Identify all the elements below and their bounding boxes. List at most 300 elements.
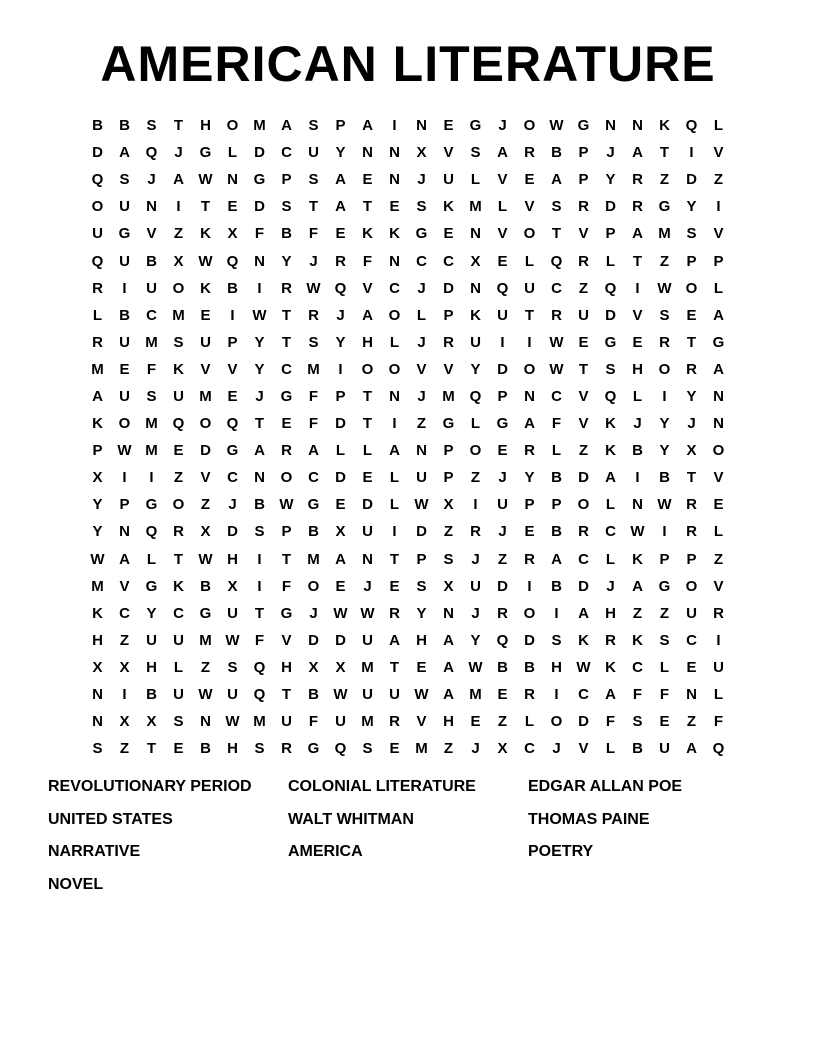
- grid-cell[interactable]: S: [659, 631, 670, 649]
- grid-cell[interactable]: I: [554, 604, 559, 622]
- grid-cell[interactable]: G: [442, 415, 455, 433]
- grid-cell[interactable]: A: [686, 740, 697, 758]
- grid-cell[interactable]: Y: [335, 144, 346, 162]
- grid-cell[interactable]: W: [360, 604, 375, 622]
- grid-cell[interactable]: O: [685, 577, 698, 595]
- grid-cell[interactable]: H: [443, 713, 454, 731]
- grid-cell[interactable]: X: [497, 740, 508, 758]
- grid-cell[interactable]: Y: [254, 333, 265, 351]
- grid-cell[interactable]: R: [443, 333, 454, 351]
- grid-cell[interactable]: P: [686, 550, 697, 568]
- grid-cell[interactable]: R: [92, 279, 103, 297]
- grid-cell[interactable]: Q: [604, 279, 617, 297]
- grid-cell[interactable]: I: [392, 523, 397, 541]
- grid-cell[interactable]: P: [416, 550, 427, 568]
- grid-cell[interactable]: S: [92, 740, 103, 758]
- grid-cell[interactable]: U: [119, 252, 130, 270]
- grid-cell[interactable]: Y: [470, 631, 481, 649]
- grid-cell[interactable]: W: [117, 442, 132, 460]
- grid-cell[interactable]: Z: [497, 713, 508, 731]
- grid-cell[interactable]: S: [659, 306, 670, 324]
- grid-cell[interactable]: F: [308, 713, 319, 731]
- grid-cell[interactable]: X: [92, 469, 103, 487]
- grid-cell[interactable]: C: [308, 469, 319, 487]
- grid-cell[interactable]: P: [578, 171, 589, 189]
- grid-cell[interactable]: U: [227, 686, 238, 704]
- grid-cell[interactable]: O: [523, 604, 536, 622]
- grid-cell[interactable]: M: [145, 442, 158, 460]
- grid-cell[interactable]: H: [146, 658, 157, 676]
- grid-cell[interactable]: W: [306, 279, 321, 297]
- grid-cell[interactable]: E: [173, 442, 184, 460]
- grid-cell[interactable]: R: [551, 306, 562, 324]
- grid-cell[interactable]: L: [389, 496, 400, 514]
- grid-cell[interactable]: A: [713, 360, 724, 378]
- grid-cell[interactable]: D: [308, 631, 319, 649]
- grid-cell[interactable]: T: [551, 225, 562, 243]
- grid-cell[interactable]: T: [254, 415, 265, 433]
- grid-cell[interactable]: S: [119, 171, 130, 189]
- grid-cell[interactable]: F: [362, 252, 373, 270]
- grid-cell[interactable]: Q: [145, 144, 158, 162]
- grid-cell[interactable]: P: [443, 442, 454, 460]
- grid-cell[interactable]: E: [200, 306, 211, 324]
- grid-cell[interactable]: O: [469, 442, 482, 460]
- grid-cell[interactable]: H: [92, 631, 103, 649]
- grid-cell[interactable]: E: [470, 713, 481, 731]
- grid-cell[interactable]: O: [388, 306, 401, 324]
- grid-cell[interactable]: G: [712, 333, 725, 351]
- grid-cell[interactable]: R: [335, 252, 346, 270]
- grid-cell[interactable]: T: [362, 198, 373, 216]
- grid-cell[interactable]: O: [523, 225, 536, 243]
- grid-cell[interactable]: C: [578, 686, 589, 704]
- grid-cell[interactable]: I: [662, 523, 667, 541]
- grid-cell[interactable]: F: [308, 225, 319, 243]
- grid-cell[interactable]: N: [632, 496, 643, 514]
- grid-cell[interactable]: B: [308, 686, 319, 704]
- grid-cell[interactable]: N: [389, 387, 400, 405]
- grid-cell[interactable]: A: [551, 171, 562, 189]
- grid-cell[interactable]: U: [227, 604, 238, 622]
- grid-cell[interactable]: W: [279, 496, 294, 514]
- grid-cell[interactable]: Z: [119, 740, 130, 758]
- grid-cell[interactable]: F: [605, 713, 616, 731]
- grid-cell[interactable]: L: [389, 333, 400, 351]
- grid-cell[interactable]: G: [415, 225, 428, 243]
- grid-cell[interactable]: X: [416, 144, 427, 162]
- grid-cell[interactable]: Z: [173, 225, 184, 243]
- grid-cell[interactable]: I: [257, 550, 262, 568]
- grid-cell[interactable]: W: [414, 686, 429, 704]
- grid-cell[interactable]: P: [578, 144, 589, 162]
- grid-cell[interactable]: X: [146, 713, 157, 731]
- grid-cell[interactable]: E: [524, 171, 535, 189]
- grid-cell[interactable]: A: [389, 631, 400, 649]
- grid-cell[interactable]: T: [146, 740, 157, 758]
- grid-cell[interactable]: V: [713, 577, 724, 595]
- grid-cell[interactable]: P: [605, 225, 616, 243]
- grid-cell[interactable]: L: [551, 442, 562, 460]
- grid-cell[interactable]: J: [174, 144, 183, 162]
- grid-cell[interactable]: L: [470, 415, 481, 433]
- grid-cell[interactable]: Z: [713, 171, 724, 189]
- grid-cell[interactable]: W: [549, 117, 564, 135]
- grid-cell[interactable]: P: [659, 550, 670, 568]
- grid-cell[interactable]: N: [470, 279, 481, 297]
- grid-cell[interactable]: E: [389, 740, 400, 758]
- grid-cell[interactable]: R: [686, 496, 697, 514]
- grid-cell[interactable]: X: [443, 577, 454, 595]
- grid-cell[interactable]: E: [335, 577, 346, 595]
- grid-cell[interactable]: U: [389, 686, 400, 704]
- grid-cell[interactable]: I: [635, 279, 640, 297]
- grid-cell[interactable]: L: [524, 713, 535, 731]
- grid-cell[interactable]: A: [632, 577, 643, 595]
- grid-cell[interactable]: V: [416, 713, 427, 731]
- grid-cell[interactable]: L: [605, 740, 616, 758]
- grid-cell[interactable]: V: [443, 360, 454, 378]
- grid-cell[interactable]: A: [173, 171, 184, 189]
- grid-cell[interactable]: J: [336, 306, 345, 324]
- grid-cell[interactable]: D: [605, 198, 616, 216]
- grid-cell[interactable]: N: [200, 713, 211, 731]
- grid-cell[interactable]: W: [414, 496, 429, 514]
- grid-cell[interactable]: L: [713, 117, 724, 135]
- grid-cell[interactable]: S: [254, 523, 265, 541]
- grid-cell[interactable]: E: [443, 225, 454, 243]
- grid-cell[interactable]: O: [712, 442, 725, 460]
- grid-cell[interactable]: S: [227, 658, 238, 676]
- grid-cell[interactable]: I: [149, 469, 154, 487]
- grid-cell[interactable]: T: [254, 604, 265, 622]
- grid-cell[interactable]: D: [578, 469, 589, 487]
- grid-cell[interactable]: K: [443, 198, 454, 216]
- grid-cell[interactable]: L: [605, 252, 616, 270]
- grid-cell[interactable]: W: [468, 658, 483, 676]
- grid-cell[interactable]: O: [172, 496, 185, 514]
- grid-cell[interactable]: R: [578, 198, 589, 216]
- grid-cell[interactable]: O: [550, 713, 563, 731]
- grid-cell[interactable]: O: [577, 496, 590, 514]
- grid-cell[interactable]: L: [362, 442, 373, 460]
- grid-cell[interactable]: N: [632, 117, 643, 135]
- grid-cell[interactable]: K: [578, 631, 589, 649]
- grid-cell[interactable]: G: [307, 496, 320, 514]
- grid-cell[interactable]: C: [551, 387, 562, 405]
- grid-cell[interactable]: U: [146, 279, 157, 297]
- grid-cell[interactable]: R: [578, 523, 589, 541]
- grid-cell[interactable]: R: [389, 713, 400, 731]
- grid-cell[interactable]: I: [527, 577, 532, 595]
- grid-cell[interactable]: R: [281, 279, 292, 297]
- grid-cell[interactable]: R: [281, 442, 292, 460]
- grid-cell[interactable]: A: [605, 686, 616, 704]
- grid-cell[interactable]: R: [605, 631, 616, 649]
- grid-cell[interactable]: B: [146, 686, 157, 704]
- grid-cell[interactable]: W: [657, 496, 672, 514]
- grid-cell[interactable]: X: [335, 658, 346, 676]
- grid-cell[interactable]: N: [227, 171, 238, 189]
- grid-cell[interactable]: W: [576, 658, 591, 676]
- grid-cell[interactable]: H: [605, 604, 616, 622]
- grid-cell[interactable]: U: [470, 577, 481, 595]
- grid-cell[interactable]: Z: [632, 604, 643, 622]
- grid-cell[interactable]: O: [199, 415, 212, 433]
- grid-cell[interactable]: L: [416, 306, 427, 324]
- grid-cell[interactable]: T: [308, 198, 319, 216]
- grid-cell[interactable]: B: [200, 740, 211, 758]
- grid-cell[interactable]: N: [146, 198, 157, 216]
- grid-cell[interactable]: B: [119, 306, 130, 324]
- grid-cell[interactable]: V: [713, 144, 724, 162]
- grid-cell[interactable]: J: [606, 577, 615, 595]
- grid-cell[interactable]: X: [308, 658, 319, 676]
- grid-cell[interactable]: A: [443, 658, 454, 676]
- grid-cell[interactable]: P: [281, 523, 292, 541]
- grid-cell[interactable]: C: [173, 604, 184, 622]
- grid-cell[interactable]: Z: [416, 415, 427, 433]
- grid-cell[interactable]: V: [578, 415, 589, 433]
- grid-cell[interactable]: X: [227, 225, 238, 243]
- grid-cell[interactable]: A: [443, 686, 454, 704]
- grid-cell[interactable]: R: [632, 171, 643, 189]
- grid-cell[interactable]: O: [523, 117, 536, 135]
- grid-cell[interactable]: D: [578, 713, 589, 731]
- grid-cell[interactable]: B: [551, 577, 562, 595]
- grid-cell[interactable]: U: [497, 306, 508, 324]
- grid-cell[interactable]: U: [119, 198, 130, 216]
- grid-cell[interactable]: B: [497, 658, 508, 676]
- grid-cell[interactable]: F: [308, 387, 319, 405]
- grid-cell[interactable]: A: [335, 198, 346, 216]
- grid-cell[interactable]: R: [497, 604, 508, 622]
- grid-cell[interactable]: M: [145, 333, 158, 351]
- grid-cell[interactable]: B: [146, 252, 157, 270]
- grid-cell[interactable]: E: [362, 171, 373, 189]
- grid-cell[interactable]: W: [90, 550, 105, 568]
- grid-cell[interactable]: U: [92, 225, 103, 243]
- grid-cell[interactable]: S: [146, 387, 157, 405]
- grid-cell[interactable]: V: [524, 198, 535, 216]
- grid-cell[interactable]: M: [91, 360, 104, 378]
- grid-cell[interactable]: U: [443, 171, 454, 189]
- grid-cell[interactable]: B: [551, 523, 562, 541]
- grid-cell[interactable]: O: [226, 117, 239, 135]
- grid-cell[interactable]: R: [308, 306, 319, 324]
- grid-cell[interactable]: Y: [92, 523, 103, 541]
- grid-cell[interactable]: O: [685, 279, 698, 297]
- grid-cell[interactable]: M: [442, 387, 455, 405]
- grid-cell[interactable]: V: [146, 225, 157, 243]
- grid-cell[interactable]: V: [281, 631, 292, 649]
- grid-cell[interactable]: Z: [578, 279, 589, 297]
- grid-cell[interactable]: G: [577, 117, 590, 135]
- grid-cell[interactable]: U: [335, 713, 346, 731]
- grid-cell[interactable]: I: [122, 469, 127, 487]
- grid-cell[interactable]: D: [497, 360, 508, 378]
- grid-cell[interactable]: U: [686, 604, 697, 622]
- grid-cell[interactable]: B: [551, 469, 562, 487]
- grid-cell[interactable]: N: [470, 225, 481, 243]
- grid-cell[interactable]: C: [632, 658, 643, 676]
- grid-cell[interactable]: K: [173, 577, 184, 595]
- grid-cell[interactable]: G: [658, 577, 671, 595]
- grid-cell[interactable]: B: [281, 225, 292, 243]
- grid-cell[interactable]: J: [309, 252, 318, 270]
- grid-cell[interactable]: R: [173, 523, 184, 541]
- grid-cell[interactable]: A: [119, 144, 130, 162]
- grid-cell[interactable]: N: [92, 686, 103, 704]
- grid-cell[interactable]: R: [686, 360, 697, 378]
- grid-cell[interactable]: O: [280, 469, 293, 487]
- grid-cell[interactable]: U: [200, 333, 211, 351]
- grid-cell[interactable]: M: [658, 225, 671, 243]
- grid-cell[interactable]: R: [524, 686, 535, 704]
- grid-cell[interactable]: J: [417, 279, 426, 297]
- grid-cell[interactable]: H: [227, 550, 238, 568]
- grid-cell[interactable]: V: [497, 225, 508, 243]
- grid-cell[interactable]: N: [443, 604, 454, 622]
- grid-cell[interactable]: D: [92, 144, 103, 162]
- grid-cell[interactable]: E: [227, 198, 238, 216]
- grid-cell[interactable]: U: [362, 631, 373, 649]
- grid-cell[interactable]: U: [416, 469, 427, 487]
- grid-cell[interactable]: K: [362, 225, 373, 243]
- grid-cell[interactable]: P: [713, 252, 724, 270]
- grid-cell[interactable]: T: [389, 658, 400, 676]
- grid-cell[interactable]: L: [632, 387, 643, 405]
- grid-cell[interactable]: D: [497, 577, 508, 595]
- grid-cell[interactable]: B: [308, 523, 319, 541]
- grid-cell[interactable]: X: [227, 577, 238, 595]
- grid-cell[interactable]: A: [119, 550, 130, 568]
- grid-cell[interactable]: G: [145, 496, 158, 514]
- grid-cell[interactable]: S: [308, 117, 319, 135]
- grid-cell[interactable]: Z: [200, 658, 211, 676]
- grid-cell[interactable]: Y: [335, 333, 346, 351]
- grid-cell[interactable]: E: [578, 333, 589, 351]
- grid-cell[interactable]: X: [92, 658, 103, 676]
- grid-cell[interactable]: M: [145, 415, 158, 433]
- grid-cell[interactable]: Q: [469, 387, 482, 405]
- grid-cell[interactable]: W: [198, 171, 213, 189]
- grid-cell[interactable]: A: [308, 442, 319, 460]
- grid-cell[interactable]: K: [173, 360, 184, 378]
- grid-cell[interactable]: R: [470, 523, 481, 541]
- grid-cell[interactable]: D: [362, 496, 373, 514]
- grid-cell[interactable]: F: [254, 631, 265, 649]
- grid-cell[interactable]: U: [524, 279, 535, 297]
- grid-cell[interactable]: H: [200, 117, 211, 135]
- grid-cell[interactable]: I: [122, 686, 127, 704]
- grid-cell[interactable]: L: [227, 144, 238, 162]
- grid-cell[interactable]: U: [362, 686, 373, 704]
- grid-cell[interactable]: E: [335, 496, 346, 514]
- grid-cell[interactable]: M: [361, 658, 374, 676]
- grid-cell[interactable]: T: [281, 306, 292, 324]
- grid-cell[interactable]: S: [605, 360, 616, 378]
- grid-cell[interactable]: I: [500, 333, 505, 351]
- grid-cell[interactable]: Q: [91, 171, 104, 189]
- grid-cell[interactable]: T: [200, 198, 211, 216]
- grid-cell[interactable]: A: [335, 171, 346, 189]
- grid-cell[interactable]: Z: [578, 442, 589, 460]
- grid-cell[interactable]: E: [686, 658, 697, 676]
- grid-cell[interactable]: N: [713, 387, 724, 405]
- grid-cell[interactable]: R: [281, 740, 292, 758]
- grid-cell[interactable]: N: [713, 415, 724, 433]
- grid-cell[interactable]: G: [199, 604, 212, 622]
- grid-cell[interactable]: L: [497, 198, 508, 216]
- grid-cell[interactable]: L: [524, 252, 535, 270]
- grid-cell[interactable]: H: [227, 740, 238, 758]
- grid-cell[interactable]: K: [92, 415, 103, 433]
- grid-cell[interactable]: D: [605, 306, 616, 324]
- grid-cell[interactable]: E: [659, 713, 670, 731]
- grid-cell[interactable]: I: [473, 496, 478, 514]
- grid-cell[interactable]: T: [686, 469, 697, 487]
- grid-cell[interactable]: F: [281, 577, 292, 595]
- grid-cell[interactable]: N: [416, 117, 427, 135]
- grid-cell[interactable]: J: [471, 604, 480, 622]
- grid-cell[interactable]: Z: [713, 550, 724, 568]
- grid-cell[interactable]: B: [551, 144, 562, 162]
- grid-cell[interactable]: E: [632, 333, 643, 351]
- grid-cell[interactable]: L: [659, 658, 670, 676]
- grid-cell[interactable]: C: [119, 604, 130, 622]
- grid-cell[interactable]: K: [605, 442, 616, 460]
- grid-cell[interactable]: J: [552, 740, 561, 758]
- grid-cell[interactable]: E: [389, 577, 400, 595]
- grid-cell[interactable]: F: [659, 686, 670, 704]
- grid-cell[interactable]: R: [686, 523, 697, 541]
- grid-cell[interactable]: W: [198, 252, 213, 270]
- grid-cell[interactable]: A: [578, 604, 589, 622]
- grid-cell[interactable]: V: [200, 469, 211, 487]
- grid-cell[interactable]: Q: [172, 415, 185, 433]
- grid-cell[interactable]: D: [443, 279, 454, 297]
- grid-cell[interactable]: O: [118, 415, 131, 433]
- grid-cell[interactable]: A: [551, 550, 562, 568]
- grid-cell[interactable]: F: [713, 713, 724, 731]
- grid-cell[interactable]: S: [416, 577, 427, 595]
- grid-cell[interactable]: U: [362, 523, 373, 541]
- grid-cell[interactable]: Q: [550, 252, 563, 270]
- grid-cell[interactable]: E: [335, 225, 346, 243]
- grid-cell[interactable]: S: [173, 333, 184, 351]
- grid-cell[interactable]: B: [119, 117, 130, 135]
- grid-cell[interactable]: N: [254, 469, 265, 487]
- grid-cell[interactable]: I: [257, 577, 262, 595]
- grid-cell[interactable]: Y: [416, 604, 427, 622]
- grid-cell[interactable]: D: [524, 631, 535, 649]
- grid-cell[interactable]: Q: [334, 740, 347, 758]
- grid-cell[interactable]: T: [524, 306, 535, 324]
- grid-cell[interactable]: K: [605, 658, 616, 676]
- grid-cell[interactable]: Z: [443, 740, 454, 758]
- grid-cell[interactable]: Z: [497, 550, 508, 568]
- grid-cell[interactable]: J: [309, 604, 318, 622]
- grid-cell[interactable]: Z: [659, 604, 670, 622]
- grid-cell[interactable]: I: [392, 117, 397, 135]
- grid-cell[interactable]: U: [119, 387, 130, 405]
- grid-cell[interactable]: D: [200, 442, 211, 460]
- grid-cell[interactable]: W: [198, 686, 213, 704]
- grid-cell[interactable]: Z: [686, 713, 697, 731]
- grid-cell[interactable]: O: [361, 360, 374, 378]
- grid-cell[interactable]: F: [632, 686, 643, 704]
